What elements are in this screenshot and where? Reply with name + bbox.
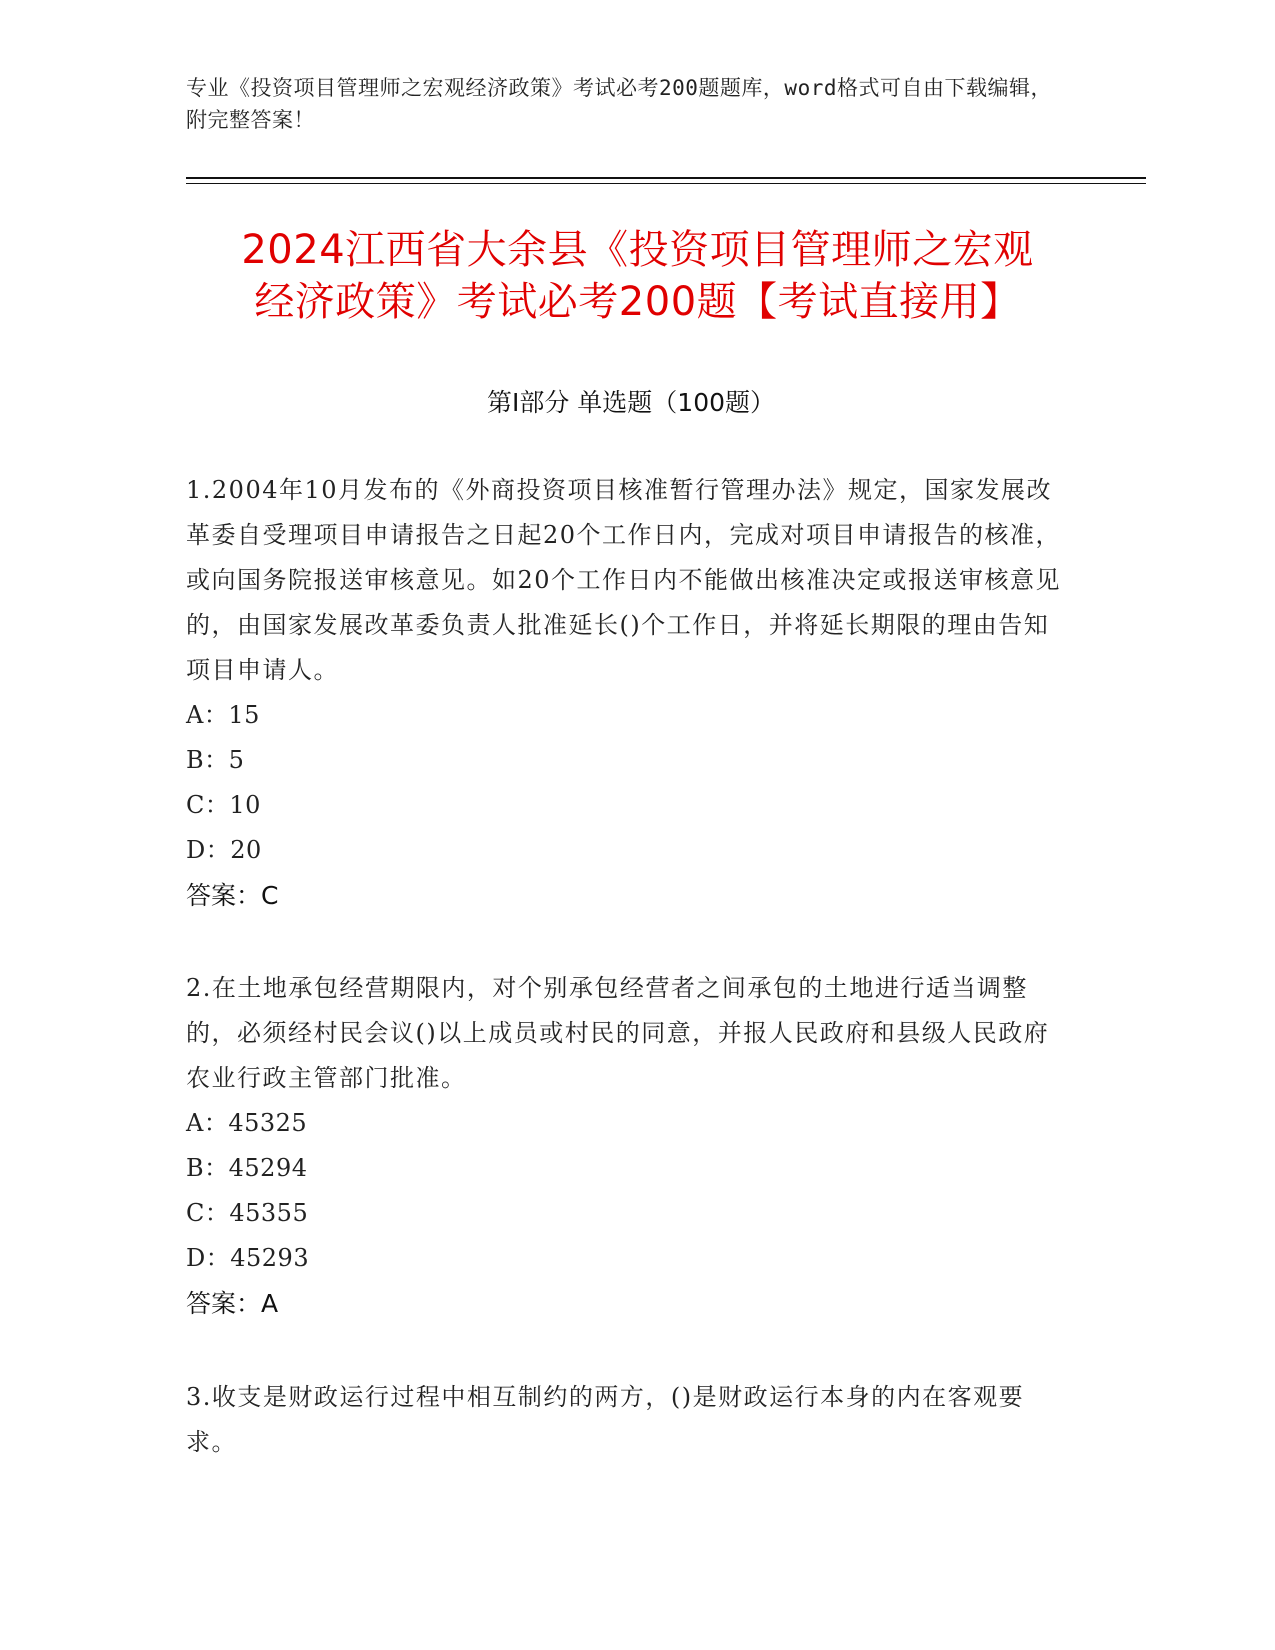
title-line-2: 经济政策》考试必考200题【考试直接用】 bbox=[254, 279, 1021, 325]
header-rule-thick bbox=[186, 177, 1146, 179]
option-a: A：45325 bbox=[186, 1109, 308, 1137]
section-title: 第I部分 单选题（100题） bbox=[486, 388, 776, 417]
option-a: A：15 bbox=[186, 701, 260, 729]
question-stem: 1.2004年10月发布的《外商投资项目核准暂行管理办法》规定，国家发展改革委自受理项目申请报告之日起20个工作日内，完成对项目申请报告的核准，或向国务院报送审核意见。如20个工作日内不能做出核准决定或报送审核意见的，由国家发展改革委负责人批准延长()个工作日，并将延长期限的理由告知项目申请人。 bbox=[186, 476, 1062, 684]
option-b: B：5 bbox=[186, 746, 245, 774]
option-d: D：45293 bbox=[186, 1244, 310, 1272]
header-note: 专业《投资项目管理师之宏观经济政策》考试必考200题题库，word格式可自由下载编辑，附完整答案！ bbox=[186, 76, 1052, 132]
option-b: B：45294 bbox=[186, 1154, 308, 1182]
question-3 bbox=[186, 1375, 1066, 1465]
title-line-1: 2024江西省大余县《投资项目管理师之宏观 bbox=[241, 227, 1034, 273]
answer: 答案：A bbox=[186, 1289, 279, 1318]
option-d: D：20 bbox=[186, 836, 262, 864]
question-2 bbox=[186, 966, 1066, 1326]
document-title bbox=[150, 224, 1125, 328]
answer: 答案：C bbox=[186, 881, 279, 910]
question-stem: 2.在土地承包经营期限内，对个别承包经营者之间承包的土地进行适当调整的，必须经村民会议()以上成员或村民的同意，并报人民政府和县级人民政府农业行政主管部门批准。 bbox=[186, 974, 1050, 1092]
option-c: C：45355 bbox=[186, 1199, 309, 1227]
header-rule-thin bbox=[186, 183, 1146, 184]
option-c: C：10 bbox=[186, 791, 261, 819]
question-stem: 3.收支是财政运行过程中相互制约的两方，()是财政运行本身的内在客观要求。 bbox=[186, 1383, 1025, 1456]
question-1 bbox=[186, 468, 1066, 918]
